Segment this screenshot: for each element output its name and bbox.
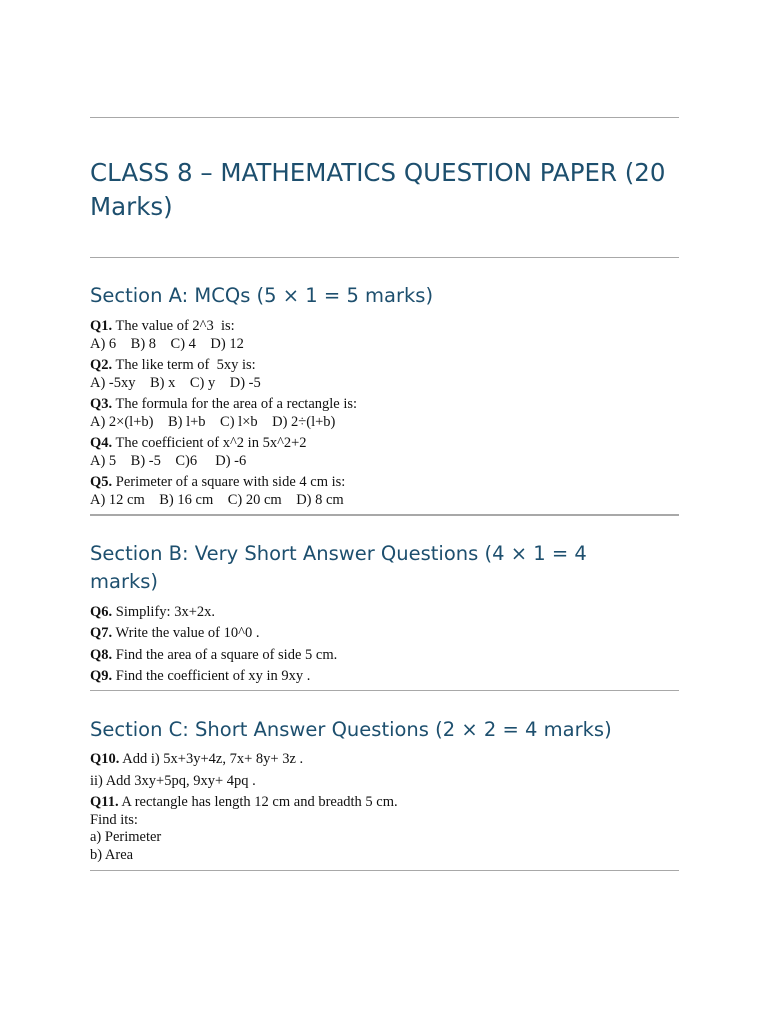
question-line: Find its: — [90, 811, 138, 828]
page-title: CLASS 8 – MATHEMATICS QUESTION PAPER (20 Marks) — [90, 158, 666, 221]
question-options: A) 6 B) 8 C) 4 D) 12 — [90, 335, 244, 352]
question-number: Q3. — [90, 396, 113, 412]
question-item — [90, 435, 357, 474]
question-item — [90, 604, 337, 625]
section-a-heading: Section A: MCQs (5 × 1 = 5 marks) — [90, 284, 434, 307]
question-number: Q11. — [90, 794, 119, 810]
question-item — [90, 751, 398, 773]
divider — [90, 117, 679, 118]
question-item — [90, 474, 357, 513]
question-text: The coefficient of x^2 in 5x^2+2 — [112, 435, 307, 451]
section-a-questions — [90, 318, 357, 513]
question-number: Q1. — [90, 318, 113, 334]
question-text: Perimeter of a square with side 4 cm is: — [112, 474, 346, 490]
question-item — [90, 668, 337, 689]
question-text: A rectangle has length 12 cm and breadth 5 cm. — [118, 794, 398, 810]
question-text: The like term of 5xy is: — [112, 357, 256, 373]
question-number: Q9. — [90, 667, 113, 684]
question-line: b) Area — [90, 846, 134, 863]
section-b-questions — [90, 604, 337, 689]
section-c-questions — [90, 751, 398, 864]
question-line: a) Perimeter — [90, 829, 162, 845]
question-options: A) 5 B) -5 C)6 D) -6 — [90, 452, 247, 469]
question-text: Add i) 5x+3y+4z, 7x+ 8y+ 3z . — [119, 751, 304, 767]
question-options: A) -5xy B) x C) y D) -5 — [90, 374, 261, 391]
question-number: Q10. — [90, 751, 120, 767]
divider — [90, 870, 679, 871]
question-text: Simplify: 3x+2x. — [112, 604, 215, 620]
question-item — [90, 318, 357, 357]
question-number: Q7. — [90, 625, 113, 642]
question-text: Write the value of 10^0 . — [112, 625, 260, 642]
question-item — [90, 625, 337, 646]
question-item — [90, 794, 398, 812]
section-b-heading: Section B: Very Short Answer Questions (4 × 1 = 4 marks) — [90, 542, 587, 593]
divider — [90, 690, 679, 691]
question-number: Q8. — [90, 646, 113, 663]
question-options: A) 2×(l+b) B) l+b C) l×b D) 2÷(l+b) — [90, 413, 336, 430]
question-number: Q5. — [90, 474, 113, 490]
question-text: The value of 2^3 is: — [112, 318, 235, 334]
question-text: Find the area of a square of side 5 cm. — [112, 646, 338, 663]
question-options: A) 12 cm B) 16 cm C) 20 cm D) 8 cm — [90, 491, 344, 508]
question-item — [90, 357, 357, 396]
question-text: The formula for the area of a rectangle is: — [112, 396, 358, 412]
divider — [90, 514, 679, 516]
question-item — [90, 396, 357, 435]
question-number: Q2. — [90, 357, 113, 373]
section-c-heading: Section C: Short Answer Questions (2 × 2 = 4 marks) — [90, 718, 612, 741]
question-number: Q6. — [90, 604, 113, 620]
divider — [90, 257, 679, 258]
question-item — [90, 647, 337, 668]
question-number: Q4. — [90, 435, 113, 451]
question-text: Find the coefficient of xy in 9xy . — [112, 667, 311, 684]
question-subpart: ii) Add 3xy+5pq, 9xy+ 4pq . — [90, 772, 256, 789]
